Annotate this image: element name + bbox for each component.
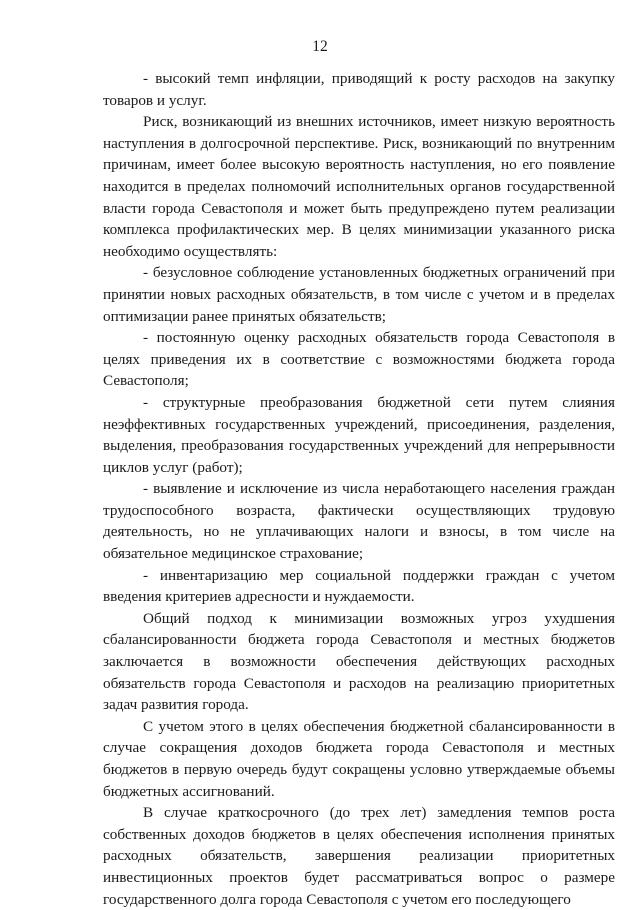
paragraph: Общий подход к минимизации возможных угроз ухудшения сбалансированности бюджета города Севастополя и местных бюджетов заключается в возможности обеспечения действующих расходных обязательств города Севастополя и расходов на реализацию приоритетных задач развития города.	[103, 609, 615, 714]
paragraph: - выявление и исключение из числа неработающего населения граждан трудоспособного возраста, фактически осуществляющих трудовую деятельность, но не уплачивающих налоги и взносы, в том числе на обязательное медицинское страхование;	[103, 480, 615, 563]
paragraph: - безусловное соблюдение установленных бюджетных ограничений при принятии новых расходных обязательств, в том числе с учетом и в пределах оптимизации ранее принятых обязательств;	[103, 264, 615, 325]
paragraph: - инвентаризацию мер социальной поддержки граждан с учетом введения критериев адресности и нуждаемости.	[103, 566, 615, 606]
paragraph: - постоянную оценку расходных обязательств города Севастополя в целях приведения их в соответствие с возможностями бюджета города Севастополя;	[103, 329, 615, 390]
paragraph: - структурные преобразования бюджетной сети путем слияния неэффективных государственных учреждений, присоединения, разделения, выделения, преобразования государственных учреждений для непрерывности циклов услуг (работ);	[103, 393, 615, 476]
paragraph: - высокий темп инфляции, приводящий к росту расходов на закупку товаров и услуг.	[103, 70, 615, 109]
paragraph: В случае краткосрочного (до трех лет) замедления темпов роста собственных доходов бюджетов в целях обеспечения исполнения принятых расходных обязательств, завершения реализации приоритетных инвестиционных проектов будет рассматриваться вопрос о размере государственного долга города Севастополя с учетом его последующего	[103, 804, 615, 908]
paragraph: С учетом этого в целях обеспечения бюджетной сбалансированности в случае сокращения доходов бюджета города Севастополя и местных бюджетов в первую очередь будут сокращены условно утверждаемые объемы бюджетных ассигнований.	[103, 717, 615, 800]
page-number: 12	[312, 38, 328, 55]
paragraph: Риск, возникающий из внешних источников, имеет низкую вероятность наступления в долгосрочной перспективе. Риск, возникающий по внутренним причинам, имеет более высокую вероятность наступления, но его появление находится в пределах полномочий исполнительных органов государственной власти города Севастополя и может быть предупреждено путем реализации комплекса профилактических мер. В целях минимизации указанного риска необходимо осуществлять:	[103, 113, 615, 260]
document-body	[103, 68, 615, 910]
